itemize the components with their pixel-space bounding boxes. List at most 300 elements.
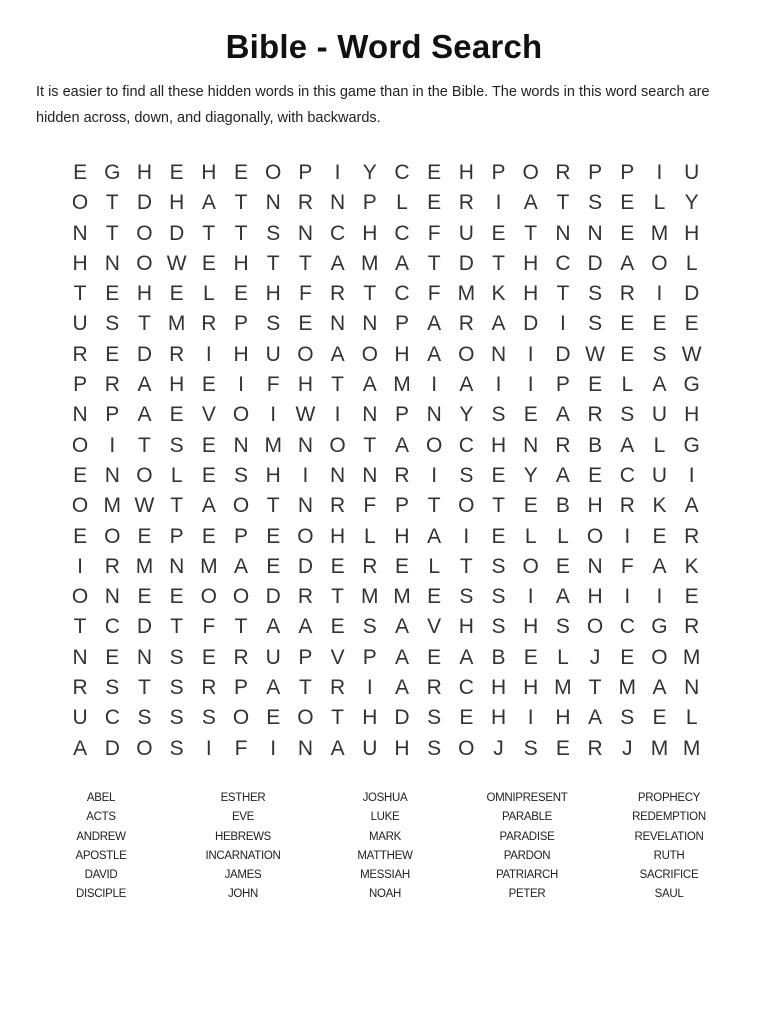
grid-letter[interactable]: I — [366, 676, 373, 700]
grid-letter[interactable]: S — [427, 706, 442, 730]
grid-letter[interactable]: R — [587, 736, 603, 760]
grid-letter[interactable]: L — [653, 433, 666, 457]
grid-letter[interactable]: T — [138, 312, 151, 336]
grid-letter[interactable]: O — [232, 585, 250, 609]
grid-letter[interactable]: E — [459, 706, 474, 730]
grid-letter[interactable]: G — [651, 615, 668, 639]
grid-letter[interactable]: P — [105, 403, 120, 427]
grid-letter[interactable]: I — [559, 312, 566, 336]
grid-letter[interactable]: E — [427, 161, 442, 184]
grid-letter[interactable]: E — [169, 403, 184, 427]
grid-letter[interactable]: N — [330, 191, 346, 215]
grid-letter[interactable]: F — [620, 554, 634, 578]
grid-letter[interactable]: A — [298, 615, 313, 639]
grid-letter[interactable]: O — [136, 736, 153, 760]
grid-letter[interactable]: T — [298, 676, 312, 700]
grid-letter[interactable]: O — [651, 645, 668, 669]
grid-letter[interactable]: F — [427, 221, 441, 245]
grid-letter[interactable]: E — [427, 191, 442, 215]
grid-letter[interactable]: E — [491, 221, 506, 245]
grid-letter[interactable]: Y — [684, 191, 699, 215]
grid-letter[interactable]: T — [331, 585, 344, 609]
grid-letter[interactable]: E — [201, 463, 216, 487]
grid-letter[interactable]: E — [491, 463, 506, 487]
grid-letter[interactable]: N — [587, 554, 603, 578]
grid-letter[interactable]: S — [362, 615, 377, 639]
grid-letter[interactable]: I — [205, 342, 212, 366]
grid-letter[interactable]: O — [136, 221, 153, 245]
grid-letter[interactable]: A — [427, 342, 442, 366]
grid-letter[interactable]: N — [490, 342, 507, 366]
grid-letter[interactable]: M — [393, 373, 411, 397]
grid-letter[interactable]: T — [459, 554, 473, 578]
grid-letter[interactable]: W — [166, 251, 187, 275]
grid-letter[interactable]: A — [362, 373, 377, 397]
grid-letter[interactable]: O — [232, 706, 250, 730]
grid-letter[interactable]: P — [394, 403, 409, 427]
grid-letter[interactable]: I — [527, 373, 534, 397]
grid-letter[interactable]: I — [77, 554, 84, 578]
grid-letter[interactable]: A — [652, 373, 667, 397]
grid-letter[interactable]: R — [458, 312, 474, 336]
grid-letter[interactable]: U — [684, 161, 700, 184]
grid-letter[interactable]: I — [624, 585, 631, 609]
grid-letter[interactable]: N — [297, 221, 313, 245]
grid-letter[interactable]: D — [523, 312, 539, 336]
grid-letter[interactable]: A — [137, 373, 152, 397]
grid-letter[interactable]: E — [491, 524, 506, 548]
grid-letter[interactable]: B — [588, 433, 603, 457]
grid-letter[interactable]: E — [330, 554, 345, 578]
grid-letter[interactable]: S — [555, 615, 570, 639]
grid-letter[interactable]: D — [169, 221, 185, 245]
grid-letter[interactable]: O — [458, 342, 475, 366]
grid-letter[interactable]: T — [234, 221, 248, 245]
grid-letter[interactable]: S — [266, 221, 281, 245]
grid-letter[interactable]: A — [394, 645, 409, 669]
grid-letter[interactable]: A — [652, 676, 667, 700]
grid-letter[interactable]: R — [587, 403, 603, 427]
grid-letter[interactable]: P — [234, 312, 249, 336]
grid-letter[interactable]: T — [524, 221, 538, 245]
grid-letter[interactable]: T — [427, 494, 441, 518]
grid-letter[interactable]: T — [363, 433, 377, 457]
grid-letter[interactable]: D — [136, 342, 153, 366]
grid-letter[interactable]: T — [73, 615, 87, 639]
grid-letter[interactable]: T — [588, 676, 602, 700]
grid-letter[interactable]: C — [394, 221, 410, 245]
grid-letter[interactable]: P — [362, 645, 377, 669]
grid-letter[interactable]: R — [619, 282, 635, 306]
grid-letter[interactable]: J — [622, 736, 633, 760]
grid-letter[interactable]: R — [555, 161, 571, 184]
grid-letter[interactable]: E — [73, 463, 88, 487]
grid-letter[interactable]: A — [588, 706, 603, 730]
grid-letter[interactable]: O — [522, 554, 539, 578]
grid-letter[interactable]: P — [491, 161, 506, 184]
grid-letter[interactable]: M — [682, 645, 701, 669]
grid-letter[interactable]: S — [620, 403, 635, 427]
grid-letter[interactable]: W — [295, 403, 316, 427]
grid-letter[interactable]: E — [137, 585, 152, 609]
grid-letter[interactable]: A — [652, 554, 667, 578]
grid-letter[interactable]: E — [234, 161, 249, 184]
grid-letter[interactable]: U — [72, 706, 88, 730]
grid-letter[interactable]: R — [619, 494, 635, 518]
grid-letter[interactable]: U — [458, 221, 474, 245]
grid-letter[interactable]: A — [459, 645, 474, 669]
grid-letter[interactable]: O — [458, 494, 475, 518]
grid-letter[interactable]: P — [394, 494, 409, 518]
grid-letter[interactable]: F — [234, 736, 248, 760]
grid-letter[interactable]: H — [362, 221, 378, 245]
grid-letter[interactable]: C — [330, 221, 346, 245]
grid-letter[interactable]: F — [427, 282, 441, 306]
grid-letter[interactable]: R — [330, 282, 346, 306]
grid-letter[interactable]: H — [587, 494, 603, 518]
grid-letter[interactable]: R — [104, 554, 120, 578]
grid-letter[interactable]: H — [394, 342, 410, 366]
grid-letter[interactable]: M — [200, 554, 218, 578]
grid-letter[interactable]: A — [266, 615, 281, 639]
grid-letter[interactable]: O — [232, 494, 250, 518]
grid-letter[interactable]: H — [72, 251, 88, 275]
grid-letter[interactable]: I — [495, 373, 502, 397]
grid-letter[interactable]: E — [652, 312, 667, 336]
grid-letter[interactable]: E — [620, 342, 635, 366]
grid-letter[interactable]: N — [169, 554, 185, 578]
grid-letter[interactable]: N — [72, 403, 88, 427]
grid-letter[interactable]: N — [330, 463, 346, 487]
grid-letter[interactable]: N — [330, 312, 346, 336]
grid-letter[interactable]: H — [265, 282, 281, 306]
grid-letter[interactable]: H — [169, 373, 185, 397]
grid-letter[interactable]: O — [200, 585, 218, 609]
grid-letter[interactable]: A — [555, 585, 570, 609]
grid-letter[interactable]: S — [459, 463, 474, 487]
grid-letter[interactable]: L — [557, 645, 569, 669]
grid-letter[interactable]: U — [72, 312, 88, 336]
grid-letter[interactable]: S — [588, 191, 603, 215]
grid-letter[interactable]: P — [620, 161, 635, 184]
grid-letter[interactable]: R — [169, 342, 185, 366]
grid-letter[interactable]: E — [652, 524, 667, 548]
grid-letter[interactable]: C — [104, 615, 120, 639]
grid-letter[interactable]: D — [265, 585, 281, 609]
grid-letter[interactable]: H — [490, 433, 507, 457]
grid-letter[interactable]: N — [104, 251, 120, 275]
grid-letter[interactable]: T — [73, 282, 87, 306]
grid-letter[interactable]: E — [620, 191, 635, 215]
grid-letter[interactable]: A — [427, 312, 442, 336]
grid-letter[interactable]: A — [684, 494, 699, 518]
grid-letter[interactable]: S — [620, 706, 635, 730]
grid-letter[interactable]: D — [104, 736, 120, 760]
grid-letter[interactable]: I — [656, 282, 663, 306]
grid-letter[interactable]: T — [427, 251, 441, 275]
grid-letter[interactable]: O — [136, 463, 153, 487]
grid-letter[interactable]: G — [683, 433, 700, 457]
grid-letter[interactable]: E — [201, 645, 216, 669]
grid-letter[interactable]: E — [169, 161, 184, 184]
grid-letter[interactable]: M — [650, 736, 669, 760]
grid-letter[interactable]: A — [394, 433, 409, 457]
grid-letter[interactable]: E — [105, 342, 120, 366]
grid-letter[interactable]: E — [266, 554, 281, 578]
grid-letter[interactable]: K — [684, 554, 699, 578]
grid-letter[interactable]: P — [234, 676, 249, 700]
grid-letter[interactable]: N — [297, 736, 313, 760]
grid-letter[interactable]: L — [203, 282, 215, 306]
grid-letter[interactable]: H — [394, 736, 410, 760]
grid-letter[interactable]: N — [362, 463, 378, 487]
grid-letter[interactable]: C — [458, 676, 474, 700]
grid-letter[interactable]: H — [684, 221, 700, 245]
grid-letter[interactable]: S — [169, 645, 184, 669]
grid-letter[interactable]: O — [136, 251, 153, 275]
grid-letter[interactable]: J — [493, 736, 504, 760]
grid-letter[interactable]: R — [362, 554, 378, 578]
grid-letter[interactable]: E — [684, 585, 699, 609]
grid-letter[interactable]: E — [620, 645, 635, 669]
grid-letter[interactable]: O — [361, 342, 378, 366]
grid-letter[interactable]: M — [554, 676, 572, 700]
grid-letter[interactable]: D — [555, 342, 571, 366]
grid-letter[interactable]: H — [523, 282, 539, 306]
grid-letter[interactable]: N — [555, 221, 571, 245]
grid-letter[interactable]: E — [73, 524, 88, 548]
grid-letter[interactable]: S — [427, 736, 442, 760]
grid-letter[interactable]: N — [265, 191, 281, 215]
grid-letter[interactable]: V — [427, 615, 442, 639]
grid-letter[interactable]: A — [137, 403, 152, 427]
grid-letter[interactable]: A — [73, 736, 88, 760]
grid-letter[interactable]: T — [266, 494, 280, 518]
grid-letter[interactable]: R — [104, 373, 120, 397]
grid-letter[interactable]: F — [202, 615, 216, 639]
grid-letter[interactable]: O — [71, 433, 89, 457]
grid-letter[interactable]: N — [72, 645, 88, 669]
grid-letter[interactable]: D — [684, 282, 700, 306]
grid-letter[interactable]: N — [523, 433, 539, 457]
grid-letter[interactable]: N — [362, 312, 378, 336]
grid-letter[interactable]: H — [362, 706, 378, 730]
grid-letter[interactable]: D — [587, 251, 603, 275]
grid-letter[interactable]: K — [652, 494, 667, 518]
grid-letter[interactable]: T — [298, 251, 312, 275]
grid-letter[interactable]: M — [457, 282, 476, 306]
grid-letter[interactable]: E — [169, 282, 184, 306]
grid-letter[interactable]: S — [523, 736, 538, 760]
grid-letter[interactable]: R — [330, 494, 346, 518]
grid-letter[interactable]: W — [681, 342, 702, 366]
grid-letter[interactable]: H — [555, 706, 571, 730]
grid-letter[interactable]: O — [71, 494, 89, 518]
grid-letter[interactable]: I — [527, 706, 534, 730]
grid-letter[interactable]: H — [136, 161, 153, 184]
grid-letter[interactable]: H — [233, 251, 249, 275]
grid-letter[interactable]: A — [330, 342, 345, 366]
grid-letter[interactable]: A — [234, 554, 249, 578]
grid-letter[interactable]: A — [394, 615, 409, 639]
grid-letter[interactable]: T — [331, 373, 344, 397]
grid-letter[interactable]: U — [362, 736, 378, 760]
grid-letter[interactable]: R — [201, 676, 217, 700]
grid-letter[interactable]: T — [105, 191, 119, 215]
grid-letter[interactable]: E — [523, 494, 538, 518]
grid-letter[interactable]: U — [265, 645, 281, 669]
grid-letter[interactable]: W — [134, 494, 155, 518]
grid-letter[interactable]: E — [684, 312, 699, 336]
grid-letter[interactable]: N — [104, 585, 120, 609]
grid-letter[interactable]: P — [588, 161, 603, 184]
grid-letter[interactable]: H — [201, 161, 217, 184]
grid-letter[interactable]: Y — [523, 463, 538, 487]
grid-letter[interactable]: T — [105, 221, 119, 245]
grid-letter[interactable]: E — [201, 524, 216, 548]
grid-letter[interactable]: P — [73, 373, 88, 397]
grid-letter[interactable]: H — [136, 282, 153, 306]
grid-letter[interactable]: S — [105, 312, 120, 336]
grid-letter[interactable]: A — [555, 463, 570, 487]
grid-letter[interactable]: O — [71, 585, 89, 609]
grid-letter[interactable]: I — [688, 463, 695, 487]
grid-letter[interactable]: S — [491, 585, 506, 609]
grid-letter[interactable]: O — [651, 251, 668, 275]
grid-letter[interactable]: H — [684, 403, 700, 427]
grid-letter[interactable]: C — [458, 433, 474, 457]
grid-letter[interactable]: H — [233, 342, 249, 366]
grid-letter[interactable]: N — [72, 221, 88, 245]
grid-letter[interactable]: R — [297, 191, 313, 215]
grid-letter[interactable]: N — [684, 676, 700, 700]
grid-letter[interactable]: C — [619, 615, 635, 639]
grid-letter[interactable]: P — [555, 373, 570, 397]
grid-letter[interactable]: S — [491, 615, 506, 639]
grid-letter[interactable]: C — [104, 706, 120, 730]
grid-letter[interactable]: O — [265, 161, 282, 184]
grid-letter[interactable]: M — [361, 585, 379, 609]
grid-letter[interactable]: N — [233, 433, 249, 457]
grid-letter[interactable]: N — [297, 433, 313, 457]
grid-letter[interactable]: N — [362, 403, 378, 427]
grid-letter[interactable]: P — [362, 191, 377, 215]
grid-letter[interactable]: E — [201, 433, 216, 457]
grid-letter[interactable]: I — [302, 463, 309, 487]
grid-letter[interactable]: E — [523, 403, 538, 427]
grid-letter[interactable]: T — [138, 676, 151, 700]
grid-letter[interactable]: S — [588, 312, 603, 336]
grid-letter[interactable]: S — [234, 463, 249, 487]
grid-letter[interactable]: D — [394, 706, 410, 730]
grid-letter[interactable]: F — [363, 494, 377, 518]
grid-letter[interactable]: G — [104, 161, 121, 184]
grid-letter[interactable]: E — [555, 554, 570, 578]
grid-letter[interactable]: M — [650, 221, 669, 245]
grid-letter[interactable]: E — [266, 706, 281, 730]
grid-letter[interactable]: C — [394, 282, 410, 306]
grid-letter[interactable]: R — [426, 676, 442, 700]
grid-letter[interactable]: T — [234, 615, 248, 639]
grid-letter[interactable]: R — [330, 676, 346, 700]
grid-letter[interactable]: R — [233, 645, 249, 669]
grid-letter[interactable]: S — [588, 282, 603, 306]
grid-letter[interactable]: A — [330, 736, 345, 760]
grid-letter[interactable]: N — [136, 645, 153, 669]
grid-letter[interactable]: E — [298, 312, 313, 336]
grid-letter[interactable]: T — [492, 251, 505, 275]
grid-letter[interactable]: A — [330, 251, 345, 275]
grid-letter[interactable]: O — [458, 736, 475, 760]
grid-letter[interactable]: E — [588, 373, 603, 397]
grid-letter[interactable]: I — [109, 433, 116, 457]
grid-letter[interactable]: I — [527, 585, 534, 609]
grid-letter[interactable]: I — [624, 524, 631, 548]
grid-letter[interactable]: D — [458, 251, 474, 275]
grid-letter[interactable]: B — [555, 494, 570, 518]
grid-letter[interactable]: D — [136, 615, 153, 639]
grid-letter[interactable]: T — [266, 251, 280, 275]
grid-letter[interactable]: G — [683, 373, 700, 397]
grid-letter[interactable]: O — [297, 706, 314, 730]
grid-letter[interactable]: S — [652, 342, 667, 366]
grid-letter[interactable]: A — [266, 676, 281, 700]
grid-letter[interactable]: N — [426, 403, 442, 427]
grid-letter[interactable]: T — [363, 282, 377, 306]
grid-letter[interactable]: D — [136, 191, 153, 215]
grid-letter[interactable]: O — [586, 524, 604, 548]
grid-letter[interactable]: O — [329, 433, 346, 457]
grid-letter[interactable]: R — [72, 342, 88, 366]
grid-letter[interactable]: T — [138, 433, 151, 457]
grid-letter[interactable]: S — [105, 676, 120, 700]
grid-letter[interactable]: E — [620, 221, 635, 245]
grid-letter[interactable]: T — [234, 191, 248, 215]
grid-letter[interactable]: A — [201, 191, 216, 215]
grid-letter[interactable]: P — [298, 161, 313, 184]
grid-letter[interactable]: E — [73, 161, 88, 184]
grid-letter[interactable]: I — [270, 403, 277, 427]
grid-letter[interactable]: H — [458, 161, 474, 184]
grid-letter[interactable]: M — [264, 433, 282, 457]
grid-letter[interactable]: H — [330, 524, 346, 548]
grid-letter[interactable]: K — [491, 282, 506, 306]
grid-letter[interactable]: L — [524, 524, 537, 548]
grid-letter[interactable]: M — [618, 676, 637, 700]
grid-letter[interactable]: A — [201, 494, 216, 518]
grid-letter[interactable]: E — [523, 645, 538, 669]
grid-letter[interactable]: F — [298, 282, 312, 306]
grid-letter[interactable]: M — [682, 736, 701, 760]
grid-letter[interactable]: S — [459, 585, 474, 609]
grid-letter[interactable]: E — [169, 585, 184, 609]
grid-letter[interactable]: H — [265, 463, 281, 487]
grid-letter[interactable]: I — [431, 373, 438, 397]
grid-letter[interactable]: P — [298, 645, 313, 669]
grid-letter[interactable]: T — [202, 221, 216, 245]
grid-letter[interactable]: P — [234, 524, 249, 548]
grid-letter[interactable]: I — [334, 161, 341, 184]
grid-letter[interactable]: N — [104, 463, 120, 487]
grid-letter[interactable]: H — [523, 615, 539, 639]
grid-letter[interactable]: S — [201, 706, 216, 730]
grid-letter[interactable]: W — [585, 342, 605, 366]
grid-letter[interactable]: R — [684, 615, 700, 639]
grid-letter[interactable]: E — [234, 282, 249, 306]
grid-letter[interactable]: I — [334, 403, 341, 427]
grid-letter[interactable]: A — [394, 251, 409, 275]
grid-letter[interactable]: Y — [362, 161, 377, 184]
